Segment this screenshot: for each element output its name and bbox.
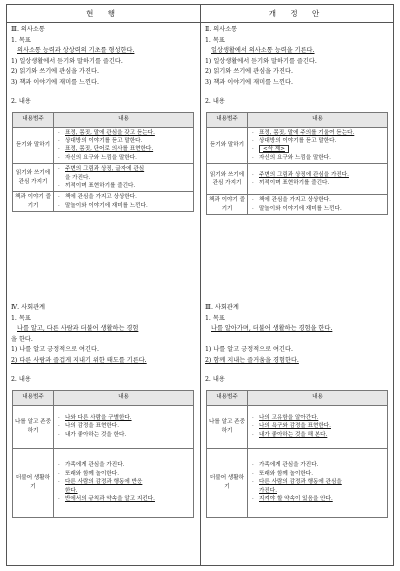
content-label: 2. 내용 xyxy=(205,376,225,383)
goal-text: 나를 알아가며, 더불어 생활하는 경험을 한다. xyxy=(211,325,333,332)
table-row xyxy=(207,127,388,164)
category-cell: 더불어 생활하기 xyxy=(207,448,248,517)
col-header-category: 내용범주 xyxy=(13,112,54,127)
section-heading: Ⅳ. 사회관계 xyxy=(11,304,46,311)
list-item: · 끼적이며 표현하기를 즐긴다. xyxy=(65,182,191,190)
list-item: · 책에 관심을 가지고 상상한다. xyxy=(65,193,191,201)
table-row xyxy=(207,195,388,215)
objective: 3) 책과 이야기에 재미를 느낀다. xyxy=(11,78,99,86)
list-item: · 내가 좋아하는 것을 해 본다. xyxy=(259,431,385,439)
objective: 1) 일상생활에서 듣기와 말하기를 즐긴다. xyxy=(205,57,317,65)
table-row xyxy=(13,127,194,164)
table-row xyxy=(207,448,388,517)
category-cell: 책과 이야기 즐기기 xyxy=(13,192,54,212)
objective: 1) 나를 알고 긍정적으로 여긴다. xyxy=(205,346,293,353)
content-table xyxy=(206,390,388,518)
list-item-cont: 한다. xyxy=(65,487,78,494)
goal-text: 일상생활에서 의사소통 능력을 기른다. xyxy=(211,47,315,54)
list-item-cont: 을 가진다. xyxy=(65,174,91,181)
objective: 3) 책과 이야기에 재미를 느낀다. xyxy=(205,78,293,86)
table-row xyxy=(13,448,194,517)
table-row xyxy=(13,405,194,448)
table-row xyxy=(13,192,194,212)
list-item: · 반에서의 규칙과 약속을 알고 지킨다. xyxy=(65,495,191,503)
col-header-category: 내용범주 xyxy=(207,112,248,127)
content-label: 2. 내용 xyxy=(205,98,225,105)
col-header-content: 내용 xyxy=(248,112,388,127)
section-heading: Ⅲ. 사회관계 xyxy=(205,304,239,311)
revised-communication-section xyxy=(205,25,390,215)
category-cell: 나를 알고 존중하기 xyxy=(207,405,248,448)
current-communication-section xyxy=(11,25,196,212)
list-item: · 주변의 그림과 상징에 관심을 가진다. xyxy=(259,171,385,179)
content-table xyxy=(12,112,194,213)
goal-label: 1. 목표 xyxy=(205,36,225,44)
objective: 2) 다른 사람과 즐겁게 지내기 위한 태도를 기른다. xyxy=(11,356,147,364)
list-item: · 내가 좋아하는 것을 한다. xyxy=(65,431,191,439)
list-item: · 표정, 몸짓, 말에 주의를 기울여 듣는다. xyxy=(259,129,385,137)
list-item: · 가족에게 관심을 가진다. xyxy=(65,461,191,469)
table-row xyxy=(207,405,388,448)
list-item: · 말놀이와 이야기에 재미를 느낀다. xyxy=(259,205,385,213)
list-item xyxy=(259,145,385,153)
current-column xyxy=(7,23,200,566)
list-item: · 나의 감정을 표현한다. xyxy=(65,422,191,430)
table-row xyxy=(207,164,388,195)
section-heading: Ⅱ. 의사소통 xyxy=(205,26,238,33)
list-item: · 지켜야 할 약속이 있음을 안다. xyxy=(259,495,385,503)
list-item: · 상대방의 이야기를 듣고 말한다. xyxy=(259,137,385,145)
list-item: · 표정, 몸짓, 말에 관심을 갖고 듣는다. xyxy=(65,129,191,137)
content-label: 2. 내용 xyxy=(11,376,31,383)
list-item-cont: 가진다. xyxy=(259,487,277,494)
revised-column xyxy=(201,23,394,566)
list-item: · 가족에게 관심을 가진다. xyxy=(259,461,385,469)
category-cell: 읽기와 쓰기에 관심 가지기 xyxy=(207,164,248,195)
category-cell: 읽기와 쓰기에 관심 가지기 xyxy=(13,164,54,192)
section-heading: Ⅲ. 의사소통 xyxy=(11,26,45,33)
list-item: · 나의 고유함을 알아간다. xyxy=(259,414,385,422)
category-cell: 듣기와 말하기 xyxy=(13,127,54,164)
category-cell: 더불어 생활하기 xyxy=(13,448,54,517)
table-row xyxy=(13,164,194,192)
goal-label: 1. 목표 xyxy=(11,36,31,44)
goal-label: 1. 목표 xyxy=(205,314,225,322)
col-header-content: 내용 xyxy=(248,390,388,405)
list-item: · 상대방의 이야기를 듣고 말한다. xyxy=(65,137,191,145)
goal-text: 나를 알고, 다른 사람과 더불어 생활하는 경험 xyxy=(17,325,139,332)
content-table xyxy=(12,390,194,518)
content-label: 2. 내용 xyxy=(11,98,31,105)
col-header-category: 내용범주 xyxy=(13,390,54,405)
objective: 2) 읽기와 쓰기에 관심을 가진다. xyxy=(11,68,99,75)
list-item: · 나와 다른 사람을 구별한다. xyxy=(65,414,191,422)
list-item: · 또래와 함께 놀이한다. xyxy=(65,470,191,478)
list-item: · 책에 관심을 가지고 상상한다. xyxy=(259,196,385,204)
objective: 1) 일상생활에서 듣기와 말하기를 즐긴다. xyxy=(11,57,123,65)
list-item: · 또래와 함께 놀이한다. xyxy=(259,470,385,478)
goal-label: 1. 목표 xyxy=(11,314,31,322)
objective: 2) 함께 지내는 즐거움을 경험한다. xyxy=(205,356,299,364)
header-revised: 개 정 안 xyxy=(268,9,326,18)
list-item: · 다른 사람의 감정과 행동에 반응 xyxy=(65,478,191,486)
list-item: · 자신의 요구와 느낌을 말한다. xyxy=(259,154,385,162)
col-header-content: 내용 xyxy=(54,112,194,127)
list-item: · 주변의 그림과 상징, 글자에 관심 xyxy=(65,165,191,173)
col-header-content: 내용 xyxy=(54,390,194,405)
list-item: · 나의 욕구와 감정을 표현한다. xyxy=(259,422,385,430)
goal-text-cont: 을 한다. xyxy=(11,335,33,343)
category-cell: 나를 알고 존중하기 xyxy=(13,405,54,448)
objective: 1) 나를 알고 긍정적으로 여긴다. xyxy=(11,346,99,353)
comparison-table xyxy=(6,4,394,566)
objective: 2) 읽기와 쓰기에 관심을 가진다. xyxy=(205,68,293,75)
category-cell: 듣기와 말하기 xyxy=(207,127,248,164)
list-item: · 끼적이며 표현하기를 즐긴다. xyxy=(259,179,385,187)
category-cell: 책과 이야기 즐기기 xyxy=(207,195,248,215)
list-item: · 다른 사람의 감정과 행동에 관심을 xyxy=(259,478,385,486)
deleted-marker: <삭 제> xyxy=(259,145,289,153)
list-item: · 표정, 몸짓, 단어로 의사를 표현한다. xyxy=(65,145,191,153)
list-item: · 말놀이와 이야기에 재미를 느낀다. xyxy=(65,202,191,210)
header-current: 현 행 xyxy=(86,9,121,18)
col-header-category: 내용범주 xyxy=(207,390,248,405)
current-social-section xyxy=(11,303,196,518)
revised-social-section xyxy=(205,303,390,518)
content-table xyxy=(206,112,388,215)
goal-text: 의사소통 능력과 상상력의 기초를 형성한다. xyxy=(17,47,135,54)
list-item: · 자신의 요구와 느낌을 말한다. xyxy=(65,154,191,162)
